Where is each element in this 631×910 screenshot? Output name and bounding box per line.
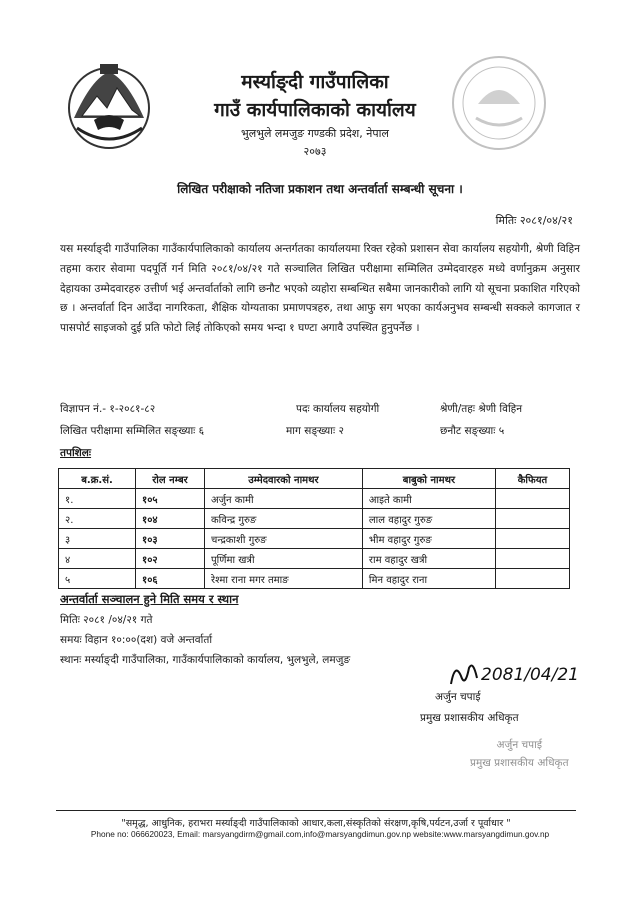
cell-candidate: चन्द्रकाशी गुरुङ <box>205 529 363 549</box>
col-candidate: उम्मेदवारको नामथर <box>205 469 363 489</box>
level-name: श्रेणी/तहः श्रेणी विहिन <box>440 403 523 415</box>
cell-serial: १. <box>59 489 136 509</box>
signatory-title: प्रमुख प्रशासकीय अधिकृत <box>420 712 519 724</box>
cell-remarks <box>495 549 569 569</box>
nepal-emblem-icon <box>62 58 157 153</box>
notice-subject: लिखित परीक्षाको नतिजा प्रकाशन तथा अन्तर्वार्ता सम्बन्धी सूचना । <box>177 182 463 196</box>
cell-roll: १०२ <box>136 549 205 569</box>
cell-father: भीम वहादुर गुरुङ <box>362 529 495 549</box>
details-label: तपशिलः <box>60 447 92 459</box>
selected-count: छनौट सङ्ख्याः ५ <box>440 425 505 437</box>
col-serial: ब.क्र.सं. <box>59 469 136 489</box>
office-name: गाउँ कार्यपालिकाको कार्यालय <box>214 99 416 121</box>
cell-serial: २. <box>59 509 136 529</box>
table-row <box>59 509 570 529</box>
cell-roll: १०३ <box>136 529 205 549</box>
results-table <box>58 468 570 589</box>
municipality-name: मर्स्याङ्दी गाउँपालिका <box>241 71 389 93</box>
cell-roll: १०४ <box>136 509 205 529</box>
table-header-row <box>59 469 570 489</box>
cell-father: आइते कामी <box>362 489 495 509</box>
interview-heading: अन्तर्वार्ता सञ्चालन हुने मिति समय र स्थान <box>60 592 239 606</box>
col-father: बाबुको नामथर <box>362 469 495 489</box>
established-year: २०७३ <box>303 145 327 158</box>
table-row <box>59 489 570 509</box>
cell-father: मिन वहादुर राना <box>362 569 495 589</box>
footer-motto: "समृद्ध, आधुनिक, हराभरा मर्स्याङ्दी गाउँपालिकाको आधार,कला,संस्कृतिको संरक्षण,कृषि,पर्यटन,उर्जा र पूर्वाधार " <box>121 818 511 829</box>
table-row <box>59 529 570 549</box>
cell-roll: १०६ <box>136 569 205 589</box>
cell-father: लाल वहादुर गुरुङ <box>362 509 495 529</box>
interview-time: समयः विहान १०:००(दश) वजे अन्तर्वार्ता <box>60 634 213 646</box>
table-row <box>59 549 570 569</box>
col-roll: रोल नम्बर <box>136 469 205 489</box>
stamp-name: अर्जुन चपाई <box>496 739 543 751</box>
advertisement-number: विज्ञापन नं.- १-२०८१-८२ <box>60 403 156 415</box>
footer-divider <box>56 810 576 811</box>
cell-candidate: रेश्मा राना मगर तमाङ <box>205 569 363 589</box>
table-row <box>59 569 570 589</box>
cell-candidate: कविन्द्र गुरुङ <box>205 509 363 529</box>
footer-contact: Phone no: 066620023, Email: marsyangdirm@gmail.com,info@marsyangdimun.gov.np website:www.marsyangdimun.gov.np <box>90 829 550 839</box>
cell-serial: ५ <box>59 569 136 589</box>
cell-candidate: पूर्णिमा खत्री <box>205 549 363 569</box>
office-address: भुलभुले लमजुङ गण्डकी प्रदेश, नेपाल <box>241 127 389 140</box>
cell-remarks <box>495 489 569 509</box>
cell-remarks <box>495 529 569 549</box>
stamp-title: प्रमुख प्रशासकीय अधिकृत <box>470 757 569 769</box>
signature-date: 2081/04/21 <box>481 665 579 685</box>
notice-body: यस मर्स्याङ्दी गाउँपालिका गाउँकार्यपालिकाको कार्यालय अन्तर्गतका कार्यालयमा रिक्त रहेको प्रशासन सेवा कार्यालय सहयोगी, श्रेणी विहिन तहमा करार सेवामा पदपूर्ति गर्न मिति २०८१/०४/२१ गते सञ्चालित लिखित परीक्षामा सम्मिलित उम्मेदवारहरु मध्ये वर्णानुक्रम अनुसार देहायका उम्मेदवारहरु उत्तीर्ण भई अन्तर्वार्ताको लागि छनौट भएको व्यहोरा सम्बन्धित सबैमा जानकारीको लागि यो सूचना प्रकाशित गरिएको छ । अन्तर्वार्ता दिन आउँदा नागरिकता, शैक्षिक योग्यताका प्रमाणपत्रहरु, तथा आफु सग भएका कार्यअनुभव सम्बन्धी सक्कले कागजात र पासपोर्ट साइजको दुई प्रति फोटो लिई तोकिएको समय भन्दा १ घण्टा अगावै उपस्थित हुनुपर्नेछ । <box>60 243 580 335</box>
notice-date: मितिः २०८१/०४/२१ <box>495 214 573 227</box>
cell-serial: ४ <box>59 549 136 569</box>
demand-count: माग सङ्ख्याः २ <box>286 425 344 437</box>
cell-roll: १०५ <box>136 489 205 509</box>
cell-remarks <box>495 569 569 589</box>
cell-candidate: अर्जुन कामी <box>205 489 363 509</box>
interview-date: मितिः २०८१ /०४/२१ गते <box>60 614 153 626</box>
signatory-name: अर्जुन चपाई <box>435 691 481 703</box>
col-remarks: कैफियत <box>495 469 569 489</box>
signatory-stamp <box>470 736 569 772</box>
interview-place: स्थानः मर्स्याङ्दी गाउँपालिका, गाउँकार्यपालिकाको कार्यालय, भुलभुले, लमजुङ <box>60 654 351 666</box>
cell-serial: ३ <box>59 529 136 549</box>
cell-remarks <box>495 509 569 529</box>
post-name: पदः कार्यालय सहयोगी <box>296 403 380 415</box>
participants-count: लिखित परीक्षामा सम्मिलित सङ्ख्याः ६ <box>60 425 205 437</box>
cell-father: राम वहादुर खत्री <box>362 549 495 569</box>
